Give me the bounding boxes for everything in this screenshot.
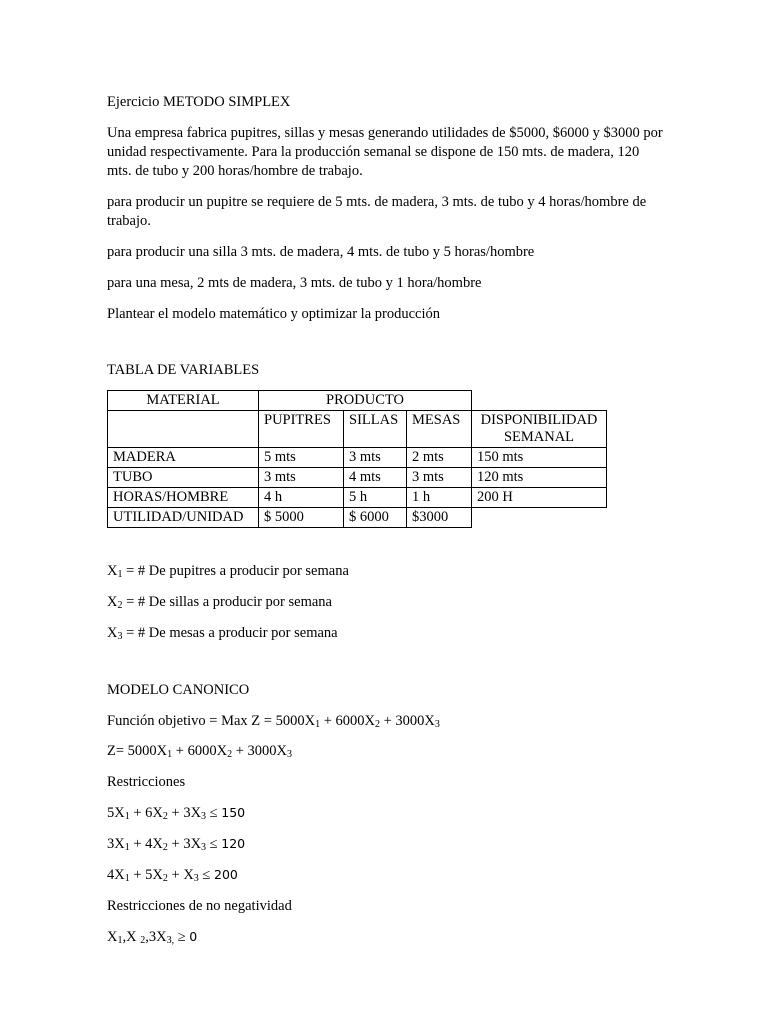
constraint-tubo: $3X_1 + 4X_2 + 3X_3 \le 120$ — [107, 835, 246, 853]
paragraph-problem: Una empresa fabrica pupitres, sillas y mesas generando utilidades de $5000, $6000 y $3000 por unidad respectivamente. Para la producción semanal se dispone de 150 mts. de madera, 120 mts. de tubo y 200 horas/hombre de trabajo. — [107, 124, 663, 179]
header-sillas: SILLAS — [344, 411, 407, 448]
table-header-row — [108, 391, 607, 411]
header-pupitres: PUPITRES — [259, 411, 344, 448]
header-disponibilidad: DISPONIBILIDAD SEMANAL — [472, 411, 607, 448]
constraint-horas: $4X_1 + 5X_2 + X_3 \le 200$ — [107, 866, 238, 884]
table-subheader-row — [108, 411, 607, 448]
variable-x3: $X_3$ = # De mesas a producir por semana — [107, 624, 338, 642]
table-row: HORAS/HOMBRE 4 h 5 h 1 h 200 H — [108, 488, 607, 508]
table-row: TUBO 3 mts 4 mts 3 mts 120 mts — [108, 468, 607, 488]
variable-x2: $X_2$ = # De sillas a producir por semana — [107, 594, 332, 612]
document-title: Ejercicio METODO SIMPLEX — [107, 94, 291, 110]
nonneg-label: Restricciones de no negatividad — [107, 897, 292, 914]
paragraph-pupitre: para producir un pupitre se requiere de 5 mts. de madera, 3 mts. de tubo y 4 horas/hombre de trabajo. — [107, 193, 647, 229]
variables-table — [107, 390, 607, 528]
paragraph-mesa: para una mesa, 2 mts de madera, 3 mts. de tubo y 1 hora/hombre — [107, 274, 482, 291]
restricciones-label: Restricciones — [107, 774, 186, 791]
objective-function: Función objetivo = Max $Z = 5000X_1 + 6000X_2 + 3000X_3$ — [107, 712, 440, 730]
table-heading: TABLA DE VARIABLES — [107, 362, 260, 379]
z-equation: $Z= 5000X_1 + 6000X_2 + 3000X_3$ — [107, 743, 292, 761]
header-material: MATERIAL — [108, 391, 259, 411]
table-row: UTILIDAD/UNIDAD $ 5000 $ 6000 $3000 — [108, 508, 607, 528]
header-producto: PRODUCTO — [259, 391, 472, 411]
nonneg-constraint: $X_1,X$ $_2,3X_{3,} \ge 0$ — [107, 928, 198, 946]
header-mesas: MESAS — [407, 411, 472, 448]
table-row: MADERA 5 mts 3 mts 2 mts 150 mts — [108, 448, 607, 468]
document-page — [107, 93, 667, 958]
model-heading: MODELO CANONICO — [107, 681, 250, 698]
paragraph-silla: para producir una silla 3 mts. de madera, 4 mts. de tubo y 5 horas/hombre — [107, 243, 535, 260]
variable-x1: $X_1$ = # De pupitres a producir por semana — [107, 563, 349, 581]
constraint-madera: $5X_1 + 6X_2 + 3X_3 \le 150$ — [107, 805, 246, 823]
paragraph-instruction: Plantear el modelo matemático y optimizar la producción — [107, 305, 440, 322]
